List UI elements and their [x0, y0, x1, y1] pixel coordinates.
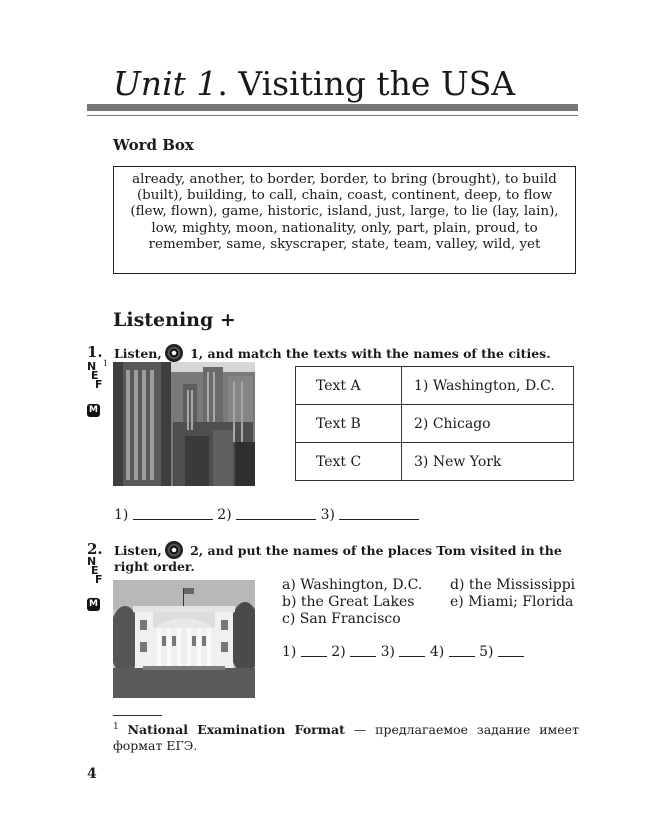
task2-answers [282, 644, 524, 660]
option-b: b) the Great Lakes [282, 594, 415, 610]
table-row [296, 443, 574, 481]
answer-label: 3) [380, 644, 395, 660]
title-dot: . [217, 64, 228, 103]
answer-label: 4) [429, 644, 445, 660]
task2-number: 2. [87, 540, 103, 558]
city-name: 1) Washington, D.C. [402, 367, 574, 405]
footnote-rule [113, 715, 162, 716]
answer-label: 1) [282, 644, 297, 660]
answer-blank[interactable] [133, 518, 213, 520]
nef-e: E [91, 369, 99, 382]
answer-blank[interactable] [498, 655, 524, 657]
answer-blank[interactable] [350, 655, 376, 657]
answer-label: 1) [114, 507, 129, 523]
nef-footnote-ref: 1 [103, 359, 109, 368]
nef-icon [87, 557, 103, 584]
cd-icon [165, 344, 183, 362]
option-c: c) San Francisco [282, 611, 401, 627]
cd-icon [165, 541, 183, 559]
answer-label: 2) [217, 507, 232, 523]
task1-answers [114, 507, 419, 523]
nef-e: E [91, 564, 99, 577]
title-rule-thick [87, 104, 578, 111]
option-d: d) the Mississippi [450, 577, 576, 593]
title-rule-thin [87, 115, 578, 116]
answer-blank[interactable] [339, 518, 419, 520]
task2-listen: Listen, [114, 543, 162, 558]
answer-blank[interactable] [449, 655, 475, 657]
footnote-term: National Examination Format [127, 722, 345, 738]
option-e: e) Miami; Florida [450, 594, 574, 610]
multimedia-icon: M [87, 598, 100, 611]
footnote [113, 719, 579, 754]
answer-label: 2) [331, 644, 346, 660]
task1-instruction [114, 344, 584, 362]
nef-icon [87, 362, 103, 389]
answer-label: 3) [320, 507, 335, 523]
page-number: 4 [87, 766, 97, 782]
task1-listen: Listen, [114, 346, 162, 361]
answer-blank[interactable] [399, 655, 425, 657]
cities-table-wrap [295, 366, 574, 481]
city-name: 2) Chicago [402, 405, 574, 443]
city-name: 3) New York [402, 443, 574, 481]
text-label: Text C [296, 443, 402, 481]
footnote-marker: 1 [113, 722, 119, 732]
option-row [282, 611, 575, 628]
task1-instruction-text: 1, and match the texts with the names of the cities. [185, 346, 551, 361]
table-row [296, 367, 574, 405]
task2-instruction [114, 541, 580, 575]
table-row [296, 405, 574, 443]
option-row [282, 594, 575, 611]
nef-n: N [87, 360, 97, 373]
task2-options [282, 577, 575, 628]
task1-number: 1. [87, 343, 103, 361]
option-row [282, 577, 575, 594]
nef-f: F [95, 573, 103, 586]
text-label: Text A [296, 367, 402, 405]
text-label: Text B [296, 405, 402, 443]
nef-f: F [95, 378, 103, 391]
multimedia-icon: M [87, 404, 100, 417]
answer-blank[interactable] [301, 655, 327, 657]
word-box: already, another, to border, border, to bring (brought), to build (built), building, to call, chain, coast, continent, deep, to flow (flew, flown), game, historic, island, just, large, to lie (lay, lain), low, mighty, moon, nationality, only, part, plain, proud, to remember, same, skyscraper, state, team, valley, wild, yet [113, 166, 576, 274]
white-house-photo [113, 580, 255, 698]
option-a: a) Washington, D.C. [282, 577, 423, 593]
skyscraper-photo [113, 362, 255, 486]
word-box-label: Word Box [113, 136, 194, 154]
cities-table [295, 366, 574, 481]
page-title [113, 64, 515, 104]
footnote-text: — предлагаемое задание имеет формат ЕГЭ. [113, 722, 579, 754]
section-title: Listening + [113, 309, 236, 331]
answer-blank[interactable] [236, 518, 316, 520]
unit-number: Unit 1 [113, 64, 218, 103]
answer-label: 5) [479, 644, 494, 660]
nef-n: N [87, 555, 97, 568]
unit-title: Visiting the USA [227, 64, 516, 103]
task2-instruction-text: 2, and put the names of the places Tom visited in the right order. [114, 543, 562, 574]
